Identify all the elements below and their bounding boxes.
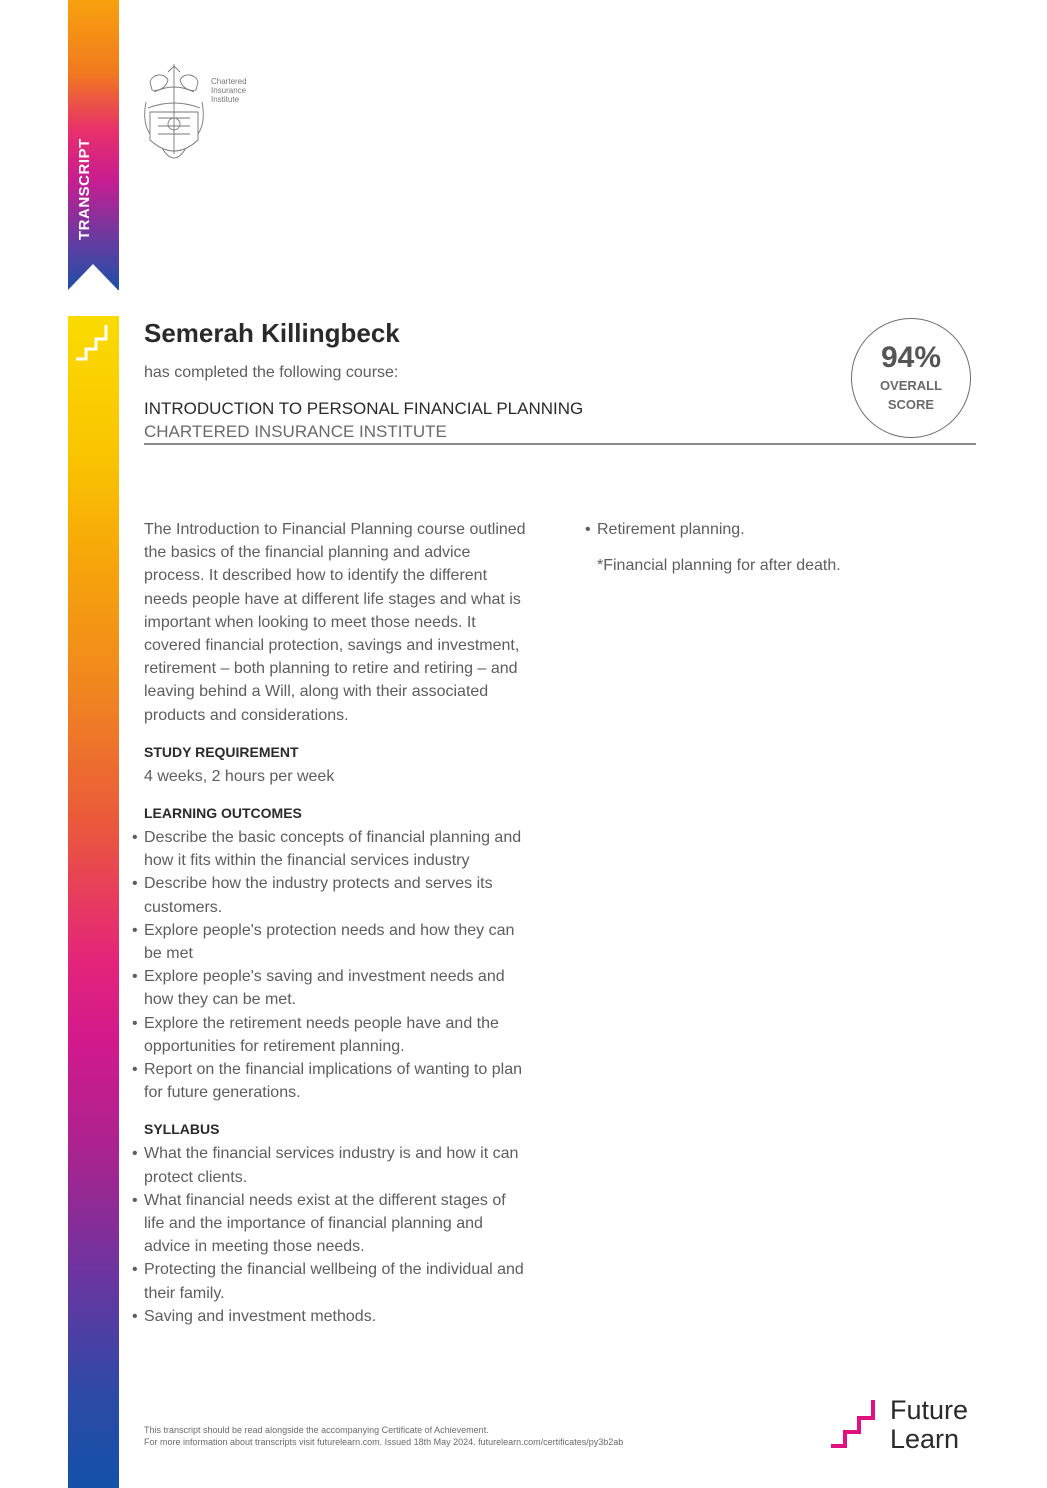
learner-name: Semerah Killingbeck: [144, 318, 400, 348]
cii-crest-logo: [140, 62, 210, 172]
list-item: • Explore the retirement needs people have and the opportunities for retirement planning.: [144, 1012, 529, 1058]
list-item: • Protecting the financial wellbeing of the individual and their family.: [144, 1258, 529, 1304]
footer-line-1: This transcript should be read alongside the accompanying Certificate of Achievement.: [144, 1425, 489, 1435]
learning-outcomes-heading: LEARNING OUTCOMES: [144, 805, 302, 822]
course-title: INTRODUCTION TO PERSONAL FINANCIAL PLANNING: [144, 399, 584, 418]
futurelearn-wordmark: Future Learn: [890, 1395, 969, 1454]
footer-line-2: For more information about transcripts visit futurelearn.com. Issued 18th May 2024. futurelearn.com/certificates/py3b2ab: [144, 1437, 624, 1447]
course-organisation: CHARTERED INSURANCE INSTITUTE: [144, 422, 447, 441]
transcript-tab-label: TRANSCRIPT: [76, 138, 93, 240]
list-item: • Describe how the industry protects and serves its customers.: [144, 872, 529, 918]
list-item: • Retirement planning.: [584, 518, 974, 541]
transcript-right-column: [584, 518, 974, 577]
list-item: • What financial needs exist at the different stages of life and the importance of financial planning and advice in meeting those needs.: [144, 1189, 529, 1259]
futurelearn-logo-icon: [829, 1397, 885, 1451]
cii-logo-text: Chartered Insurance Institute: [211, 77, 247, 104]
study-requirement-text: 4 weeks, 2 hours per week: [144, 767, 335, 785]
score-value: 94%: [880, 341, 942, 374]
list-item: • Explore people's protection needs and how they can be met: [144, 919, 529, 965]
syllabus-note: *Financial planning for after death.: [597, 557, 841, 575]
gradient-side-band: [68, 316, 119, 1488]
overall-score-badge: [851, 318, 971, 438]
tab-notch: [68, 264, 118, 290]
learning-outcomes-list: [144, 826, 529, 1104]
list-item: • What the financial services industry is and how it can protect clients.: [144, 1142, 529, 1188]
study-requirement-heading: STUDY REQUIREMENT: [144, 743, 299, 760]
list-item: • Explore people's saving and investment needs and how they can be met.: [144, 965, 529, 1011]
course-description: The Introduction to Financial Planning course outlined the basics of the financial planning and advice process. It described how to identify the different needs people have at different life stages and what is important when looking to meet those needs. It covered financial protection, savings and investment, retirement – both planning to retire and retiring – and leaving behind a Will, along with their associated products and considerations.: [144, 521, 526, 724]
completed-text: has completed the following course:: [144, 364, 399, 381]
transcript-left-column: [144, 518, 529, 1328]
steps-icon: [74, 323, 114, 363]
syllabus-list-continued: [584, 518, 974, 541]
score-label-2: SCORE: [887, 397, 935, 412]
syllabus-list: [144, 1142, 529, 1328]
list-item: • Describe the basic concepts of financial planning and how it fits within the financial services industry: [144, 826, 529, 872]
footer-note: [144, 1424, 623, 1448]
header-divider: [144, 443, 976, 445]
score-label-1: OVERALL: [879, 378, 943, 393]
syllabus-heading: SYLLABUS: [144, 1121, 220, 1138]
list-item: • Report on the financial implications of wanting to plan for future generations.: [144, 1058, 529, 1104]
list-item: • Saving and investment methods.: [144, 1305, 529, 1328]
